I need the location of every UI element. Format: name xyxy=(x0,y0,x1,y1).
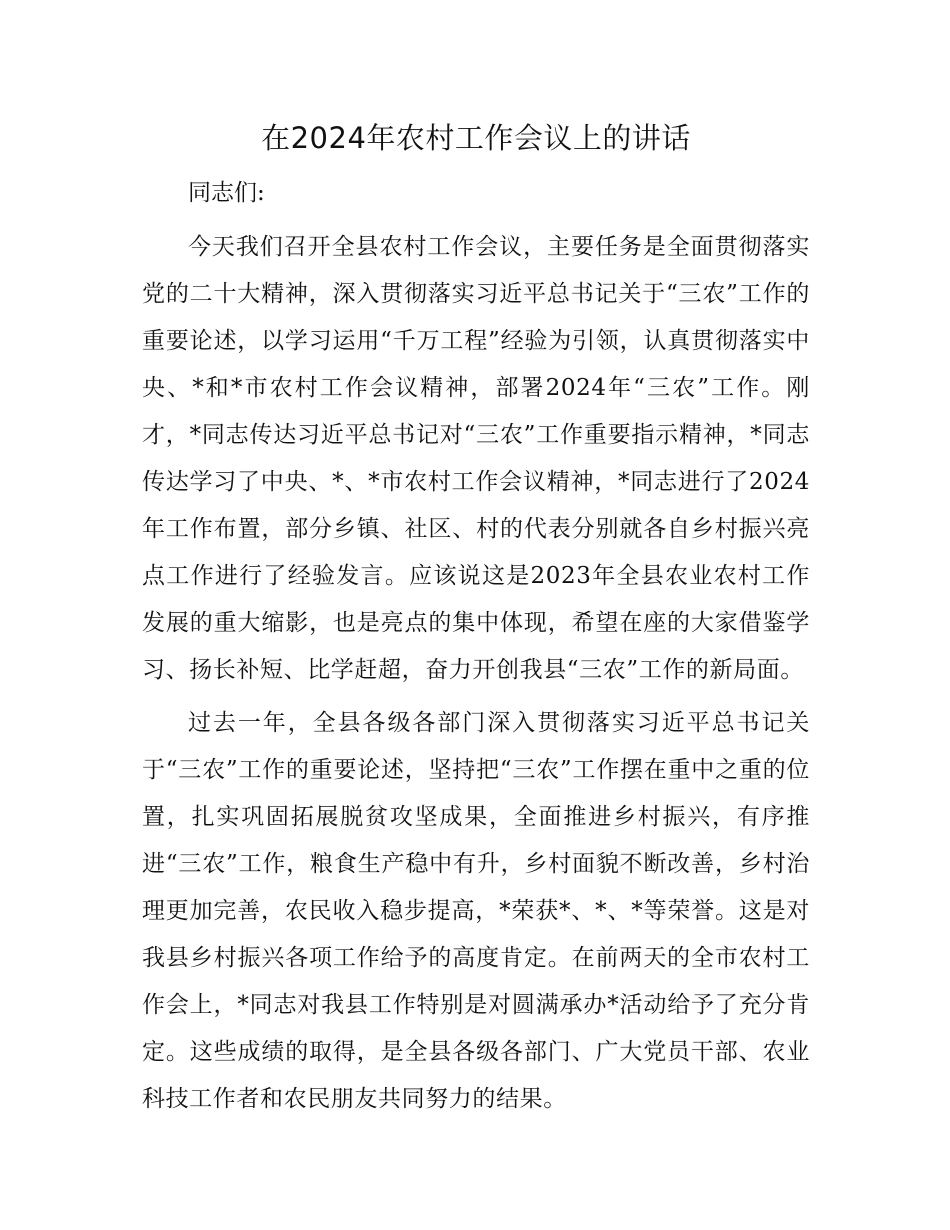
paragraph-1: 今天我们召开全县农村工作会议，主要任务是全面贯彻落实党的二十大精神，深入贯彻落实习近平总书记关于“三农”工作的重要论述，以学习运用“千万工程”经验为引领，认真贯彻落实中央、*和*市农村工作会议精神，部署2024年“三农”工作。刚才，*同志传达习近平总书记对“三农”工作重要指示精神，*同志传达学习了中央、*、*市农村工作会议精神，*同志进行了2024年工作布置，部分乡镇、社区、村的代表分别就各自乡村振兴亮点工作进行了经验发言。应该说这是2023年全县农业农村工作发展的重大缩影，也是亮点的集中体现，希望在座的大家借鉴学习、扬长补短、比学赶超，奋力开创我县“三农”工作的新局面。 xyxy=(142,234,810,683)
document-title: 在2024年农村工作会议上的讲话 xyxy=(261,121,691,155)
paragraph-2: 过去一年，全县各级各部门深入贯彻落实习近平总书记关于“三农”工作的重要论述，坚持把“三农”工作摆在重中之重的位置，扎实巩固拓展脱贫攻坚成果，全面推进乡村振兴，有序推进“三农”工作，粮食生产稳中有升，乡村面貌不断改善，乡村治理更加完善，农民收入稳步提高，*荣获*、*、*等荣誉。这是对我县乡村振兴各项工作给予的高度肯定。在前两天的全市农村工作会上，*同志对我县工作特别是对圆满承办*活动给予了充分肯定。这些成绩的取得，是全县各级各部门、广大党员干部、农业科技工作者和农民朋友共同努力的结果。 xyxy=(142,710,810,1112)
salutation: 同志们: xyxy=(188,180,265,206)
document-page xyxy=(142,112,810,1129)
